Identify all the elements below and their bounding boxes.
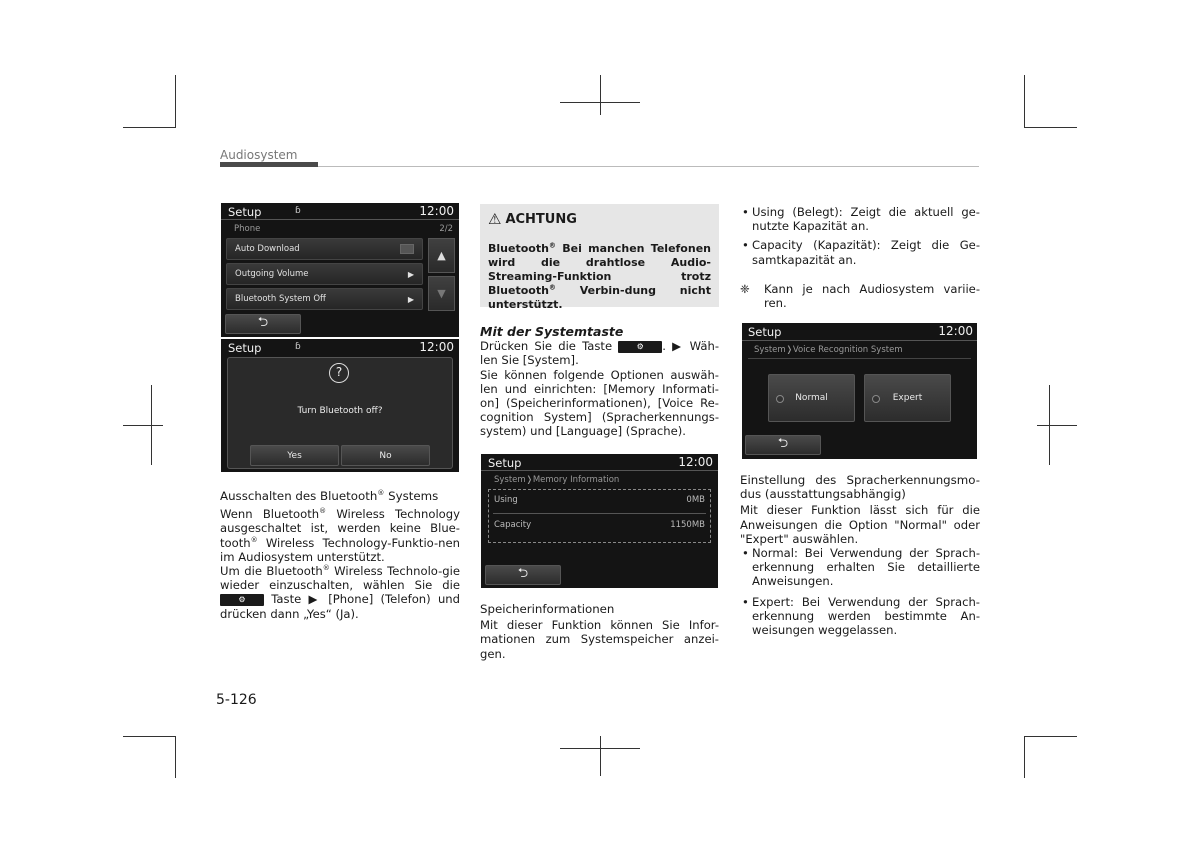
page-indicator: 2/2 — [439, 224, 453, 234]
sub-heading: Einstellung des Spracherkennungsmo-dus (ausstattungsabhängig) — [740, 473, 980, 502]
bluetooth-icon: ɓ — [295, 206, 301, 216]
middle-column-text — [480, 325, 719, 439]
title-divider — [221, 219, 459, 220]
left-column — [220, 489, 460, 621]
crop-mark — [600, 736, 601, 776]
bullet-item: • Using (Belegt): Zeigt die aktuell ge-nutzte Kapazität an. — [740, 205, 980, 233]
bluetooth-system-off-row[interactable] — [226, 288, 423, 310]
screen-title: Setup — [488, 456, 522, 470]
clock: 12:00 — [678, 455, 713, 469]
normal-option-button[interactable]: Normal — [768, 374, 855, 422]
crop-mark — [1024, 736, 1077, 737]
radio-icon — [872, 395, 880, 403]
screen-title: Setup — [228, 205, 262, 219]
paragraph: Wenn Bluetooth® Wireless Technology ausgeschaltet ist, werden keine Blue-tooth® Wireless Technology-Funktio-nen im Audiosystem unterstützt. — [220, 507, 460, 564]
paragraph: Drücken Sie die Taste ⚙ . ▶ Wäh-len Sie [System]. — [480, 339, 720, 368]
row-label: Bluetooth System Off — [235, 294, 326, 304]
paragraph: Mit dieser Funktion lässt sich für die Anweisungen die Option "Normal" oder "Expert" auswählen. — [740, 503, 980, 546]
memory-value: 0MB — [686, 495, 705, 505]
back-button[interactable]: ⮌ — [745, 435, 821, 455]
crop-mark — [1024, 75, 1025, 128]
warning-box — [480, 204, 719, 311]
crop-mark — [151, 385, 152, 465]
crop-mark — [1049, 385, 1050, 465]
crop-mark — [175, 75, 176, 128]
row-label: Auto Download — [235, 244, 300, 254]
section-heading: Mit der Systemtaste — [480, 324, 624, 339]
dialog-message: Turn Bluetooth off? — [297, 406, 383, 416]
memory-row: Capacity — [494, 520, 532, 530]
clock: 12:00 — [419, 340, 454, 354]
clock: 12:00 — [419, 204, 454, 218]
yes-button[interactable]: Yes — [250, 445, 339, 466]
row-label: Outgoing Volume — [235, 269, 309, 279]
gear-icon: ⚙ — [220, 594, 264, 606]
section-heading: Ausschalten des Bluetooth® Systems — [220, 489, 439, 503]
expert-option-button[interactable]: Expert — [864, 374, 951, 422]
phone-settings-screen — [221, 203, 459, 337]
middle-column-lower-text — [480, 602, 719, 661]
note-symbol-icon: ❈ — [740, 281, 750, 296]
no-button[interactable]: No — [341, 445, 430, 466]
gear-icon: ⚙ — [618, 341, 662, 353]
paragraph: Mit dieser Funktion können Sie Infor-mationen zum Systemspeicher anzei-gen. — [480, 618, 719, 661]
radio-icon — [776, 395, 784, 403]
paragraph: Sie können folgende Optionen auswäh-len und einrichten: [Memory Informati-on] (Speicherinformationen), [Voice Re-cognition System] (Spracherkennungs-system) und [Language] (Sprache). — [480, 367, 719, 439]
memory-list — [488, 489, 711, 543]
bluetooth-off-dialog-screen — [221, 339, 459, 472]
crop-mark — [1024, 736, 1025, 778]
arrow-right-icon: ▶ — [407, 269, 414, 279]
crop-mark — [1037, 425, 1077, 426]
page-number: 5-126 — [216, 692, 257, 708]
sub-heading: Speicherinformationen — [480, 602, 615, 616]
note: ❈ Kann je nach Audiosystem variie-ren. — [740, 281, 980, 311]
bullet-item: • Expert: Bei Verwendung der Sprach-erkennung werden bestimmte An-weisungen weggelassen. — [740, 595, 980, 638]
crop-mark — [175, 736, 176, 778]
arrow-right-icon: ▶ — [407, 294, 414, 304]
scroll-up-button[interactable]: ▲ — [428, 238, 455, 273]
warning-body: Bluetooth® Bei manchen Telefonen wird die drahtlose Audio-Streaming-Funktion trotz Bluetooth® Verbin-dung nicht unterstützt. — [488, 241, 711, 311]
bullet-item: • Capacity (Kapazität): Zeigt die Ge-samtkapazität an. — [740, 238, 980, 266]
header-rule — [318, 166, 979, 167]
header-bar — [220, 162, 318, 167]
voice-recognition-screen — [742, 323, 977, 459]
back-button[interactable]: ⮌ — [225, 314, 301, 334]
crop-mark — [123, 127, 176, 128]
crop-mark — [1024, 127, 1077, 128]
paragraph: Um die Bluetooth® Wireless Technolo-gie wieder einzuschalten, wählen Sie die ⚙ Taste ▶ [Phone] (Telefon) und drücken dann „Yes“ (Ja). — [220, 564, 460, 621]
memory-row: Using — [494, 495, 518, 505]
crop-mark — [600, 75, 601, 115]
row-divider — [493, 513, 706, 514]
title-divider — [742, 340, 977, 341]
checkbox[interactable] — [400, 244, 414, 254]
memory-info-screen — [481, 454, 718, 588]
section-label: Audiosystem — [220, 148, 298, 162]
subtitle-divider — [748, 358, 971, 359]
bullet-item: • Normal: Bei Verwendung der Sprach-erkennung erhalten Sie detaillierte Anweisungen. — [740, 546, 980, 589]
outgoing-volume-row[interactable] — [226, 263, 423, 285]
title-divider — [481, 470, 718, 471]
breadcrumb: System❭Memory Information — [494, 475, 620, 485]
breadcrumb: System❭Voice Recognition System — [754, 345, 903, 355]
screen-subtitle: Phone — [234, 224, 261, 234]
right-column-top — [740, 205, 980, 310]
clock: 12:00 — [938, 324, 973, 338]
back-button[interactable]: ⮌ — [485, 565, 561, 585]
question-icon: ? — [329, 363, 349, 383]
bluetooth-icon: ɓ — [295, 342, 301, 352]
crop-mark — [123, 736, 176, 737]
scroll-down-button[interactable]: ▼ — [428, 276, 455, 311]
screen-title: Setup — [228, 341, 262, 355]
crop-mark — [123, 425, 163, 426]
warning-triangle-icon: ⚠ — [488, 210, 502, 228]
auto-download-row[interactable] — [226, 238, 423, 260]
screen-title: Setup — [748, 325, 782, 339]
memory-value: 1150MB — [670, 520, 705, 530]
warning-title: ⚠ ACHTUNG — [488, 210, 577, 228]
right-column-lower — [740, 473, 980, 637]
